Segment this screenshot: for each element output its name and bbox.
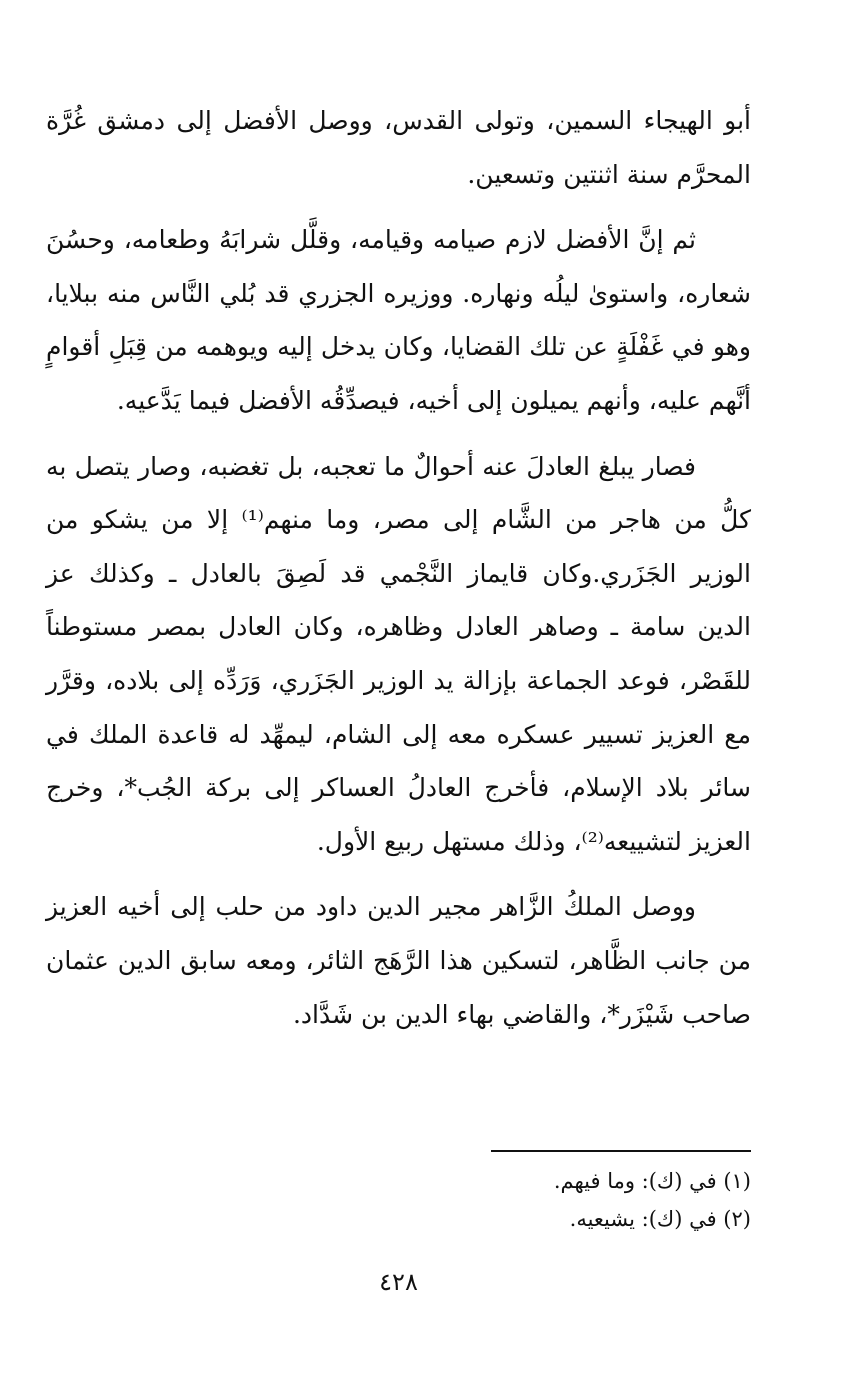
main-text bbox=[46, 94, 751, 1041]
footnote-divider bbox=[491, 1150, 751, 1152]
footnote-1: (١) في (ك): وما فيهم. bbox=[553, 1169, 751, 1193]
footnote-2: (٢) في (ك): يشيعيه. bbox=[569, 1207, 751, 1231]
paragraph-2: ثم إنَّ الأفضل لازم صيامه وقيامه، وقلَّل شرابَهُ وطعامه، وحسُنَ شعاره، واستوىٰ ليلُه ونهاره. ووزيره الجزري قد بُلي النَّاس منه ببلايا، وهو في غَفْلَةٍ عن تلك القضايا، وكان يدخل إليه ويوهمه من قِبَلِ أقوامٍ أنَّهم عليه، وأنهم يميلون إلى أخيه، فيصدِّقُه الأفضل فيما يَدَّعيه. bbox=[46, 225, 751, 415]
footnotes bbox=[46, 1162, 751, 1238]
book-page bbox=[46, 0, 751, 1373]
page-number: ٤٢٨ bbox=[379, 1268, 418, 1296]
paragraph-3: فصار يبلغ العادلَ عنه أحوالٌ ما تعجبه، بل تغضبه، وصار يتصل به كلُّ من هاجر من الشَّام إلى مصر، وما منهم⁽¹⁾ إلا من يشكو من الوزير الجَزَري.وكان قايماز النَّجْمي قد لَصِقَ بالعادل ـ وكذلك عز الدين سامة ـ وصاهر العادل وظاهره، وكان العادل بمصر مستوطناً للقَصْر، فوعد الجماعة بإزالة يد الوزير الجَزَري، وَرَدِّه إلى بلاده، وقرَّر مع العزيز تسيير عسكره معه إلى الشام، ليمهِّد له قاعدة الملك في سائر بلاد الإسلام، فأخرج العادلُ العساكر إلى بركة الجُب*، وخرج العزيز لتشييعه⁽²⁾، وذلك مستهل ربيع الأول. bbox=[46, 451, 751, 856]
paragraph-1: أبو الهيجاء السمين، وتولى القدس، ووصل الأفضل إلى دمشق غُرَّة المحرَّم سنة اثنتين وتسعين. bbox=[46, 106, 751, 189]
paragraph-4: ووصل الملكُ الزَّاهر مجير الدين داود من حلب إلى أخيه العزيز من جانب الظَّاهر، لتسكين هذا الرَّهَج الثائر، ومعه سابق الدين عثمان صاحب شَيْزَر*، والقاضي بهاء الدين بن شَدَّاد. bbox=[46, 892, 751, 1029]
